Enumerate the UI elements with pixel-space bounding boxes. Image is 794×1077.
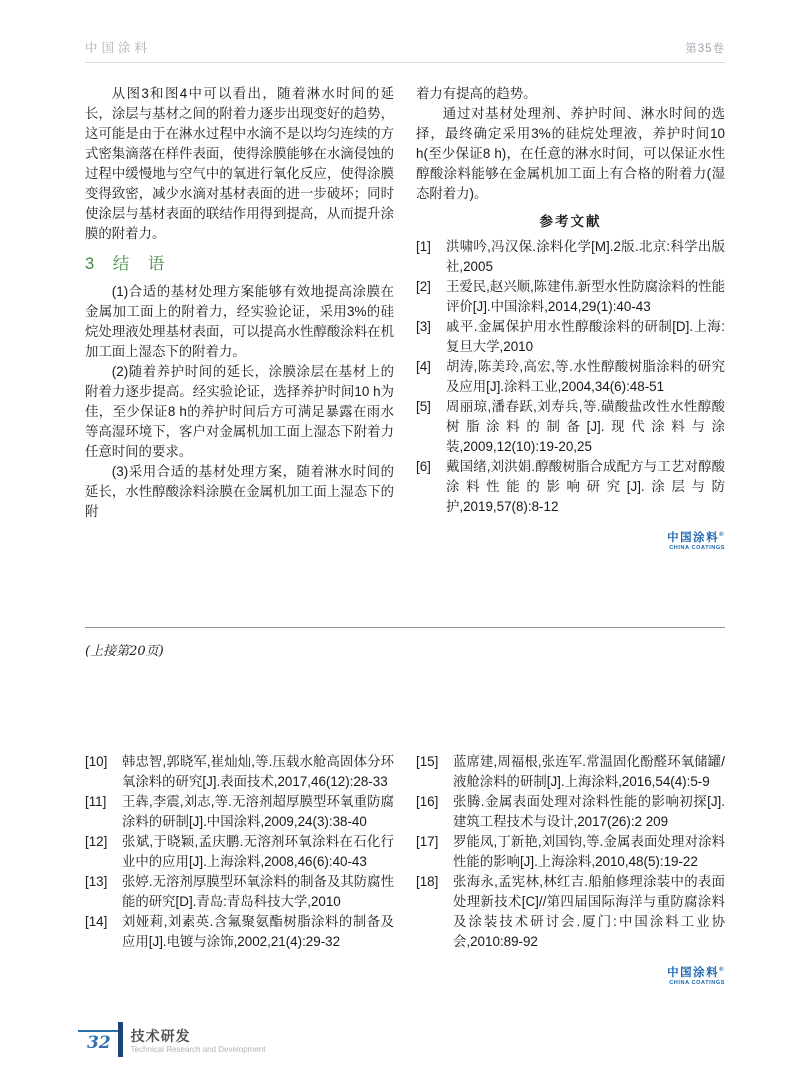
page-footer [78,1022,265,1057]
logo-cn-text: 中国涂料® [667,531,725,544]
page-number: 32 [87,1033,111,1053]
article-body [85,84,725,552]
reference-item [416,397,725,457]
reference-item [85,912,394,952]
right-column-bottom [416,752,725,987]
logo-en-text: CHINA COATINGS [669,544,725,551]
references-heading: 参考文献 [539,214,602,229]
page-number-box [78,1030,118,1053]
conclusion-item-3: (3)采用合适的基材处理方案，随着淋水时间的延长，水性醇酸涂料涂膜在金属机加工面上湿态下的附 [85,464,394,519]
footer-section-block [123,1022,266,1055]
reference-number: [15] [416,754,439,769]
reference-number: [17] [416,834,439,849]
reference-item [416,872,725,952]
registered-mark: ® [719,967,725,973]
footer-section-title: 技术研发 [130,1028,191,1044]
reference-number: [3] [416,319,431,334]
conclusion-item-3-continuation: 着力有提高的趋势。 [416,86,537,101]
reference-item [416,792,725,832]
reference-item [85,792,394,832]
volume-label: 第35卷 [685,43,725,55]
right-column [416,84,725,552]
logo-en-text: CHINA COATINGS [669,979,725,986]
footer-section-subtitle: Technical Research and Development [130,1045,266,1054]
reference-text: 胡涛,陈美玲,高宏,等.水性醇酸树脂涂料的研究及应用[J].涂料工业,2004,34(6):48-51 [446,359,725,394]
reference-item [85,752,394,792]
reference-number: [12] [85,834,108,849]
reference-item [416,317,725,357]
reference-number: [18] [416,874,439,889]
paragraph-figures-discussion: 从图3和图4中可以看出，随着淋水时间的延长，涂层与基材之间的附着力逐步出现变好的趋势，这可能是由于在淋水过程中水滴不是以均匀连续的方式密集滴落在样件表面，使得涂膜能够在水滴侵蚀的过程中缓慢地与空气中的氧进行氧化反应，使得涂膜变得致密，减少水滴对基材表面的进一步破坏；同时使涂层与基材表面的联结作用得到提高，从而提升涂膜的附着力。 [85,86,394,241]
reference-number: [10] [85,754,108,769]
reference-text: 洪啸吟,冯汉保.涂料化学[M].2版.北京:科学出版社,2005 [446,239,725,274]
reference-number: [6] [416,459,431,474]
reference-number: [11] [85,794,107,809]
reference-text: 张斌,于晓颖,孟庆鹏.无溶剂环氧涂料在石化行业中的应用[J].上海涂料,2008,46(6):40-43 [122,834,394,869]
journal-title: 中国涂料 [85,41,152,55]
china-coatings-logo [416,529,725,552]
registered-mark: ® [719,532,725,538]
reference-text: 张婷.无溶剂厚膜型环氧涂料的制备及其防腐性能的研究[D].青岛:青岛科技大学,2010 [122,874,394,909]
reference-number: [13] [85,874,108,889]
reference-number: [14] [85,914,108,929]
reference-item [416,357,725,397]
reference-text: 张腾.金属表面处理对涂料性能的影响初探[J].建筑工程技术与设计,2017(26):2 209 [453,794,725,829]
reference-text: 戚平.金属保护用水性醇酸涂料的研制[D].上海:复旦大学,2010 [446,319,725,354]
page-header [85,38,725,63]
reference-item [85,832,394,872]
reference-text: 罗能凤,丁新艳,刘国钧,等.金属表面处理对涂料性能的影响[J].上海涂料,2010,48(5):19-22 [453,834,725,869]
reference-text: 戴国绪,刘洪娟.醇酸树脂合成配方与工艺对醇酸涂料性能的影响研究[J].涂层与防护,2019,57(8):8-12 [446,459,725,514]
section-divider [85,627,725,628]
reference-number: [1] [416,239,431,254]
reference-number: [16] [416,794,439,809]
reference-item [416,277,725,317]
reference-text: 蓝席建,周福根,张连军.常温固化酚醛环氧储罐/液舱涂料的研制[J].上海涂料,2016,54(4):5-9 [453,754,725,789]
reference-text: 周丽琼,潘春跃,刘寿兵,等.磺酸盐改性水性醇酸树脂涂料的制备[J].现代涂料与涂装,2009,12(10):19-20,25 [446,399,725,454]
paragraph-final-summary: 通过对基材处理剂、养护时间、淋水时间的选择，最终确定采用3%的硅烷处理液，养护时间10 h(至少保证8 h)，在任意的淋水时间，可以保证水性醇酸涂料能够在金属机加工面上有合格的附着力(湿态附着力)。 [416,106,725,201]
reference-item [85,872,394,912]
left-column-bottom [85,752,394,987]
reference-item [416,832,725,872]
section-heading-conclusion: 3 结 语 [85,255,172,273]
logo-cn-text: 中国涂料® [667,966,725,979]
reference-item [416,237,725,277]
reference-text: 韩忠智,郭晓军,崔灿灿,等.压载水舱高固体分环氧涂料的研究[J].表面技术,2017,46(12):28-33 [122,754,394,789]
left-column [85,84,394,552]
conclusion-item-2: (2)随着养护时间的延长，涂膜涂层在基材上的附着力逐步提高。经实验论证，选择养护时间10 h为佳，至少保证8 h的养护时间后方可满足暴露在雨水等高湿环境下，客户对金属机加工面上湿态下附着力任意时间的要求。 [85,364,394,459]
reference-number: [4] [416,359,431,374]
reference-text: 刘娅莉,刘素英.含氟聚氨酯树脂涂料的制备及应用[J].电镀与涂饰,2002,21(4):29-32 [122,914,394,949]
reference-text: 张海永,孟宪林,林红吉.船舶修理涂装中的表面处理新技术[C]//第四届国际海洋与重防腐涂料及涂装技术研讨会.厦门:中国涂料工业协会,2010:89-92 [453,874,725,949]
reference-number: [2] [416,279,431,294]
reference-number: [5] [416,399,431,414]
reference-item [416,752,725,792]
conclusion-item-1: (1)合适的基材处理方案能够有效地提高涂膜在金属加工面上的附着力，经实验论证，采用3%的硅烷处理液处理基材表面，可以提高水性醇酸涂料在机加工面上湿态下的附着力。 [85,284,394,359]
china-coatings-logo [416,964,725,987]
continued-references [85,752,725,987]
reference-item [416,457,725,517]
continued-from-note: (上接第20页) [85,644,164,659]
reference-text: 王犇,李震,刘志,等.无溶剂超厚膜型环氧重防腐涂料的研制[J].中国涂料,2009,24(3):38-40 [122,794,394,829]
reference-text: 王爱民,赵兴顺,陈建伟.新型水性防腐涂料的性能评价[J].中国涂料,2014,29(1):40-43 [446,279,725,314]
